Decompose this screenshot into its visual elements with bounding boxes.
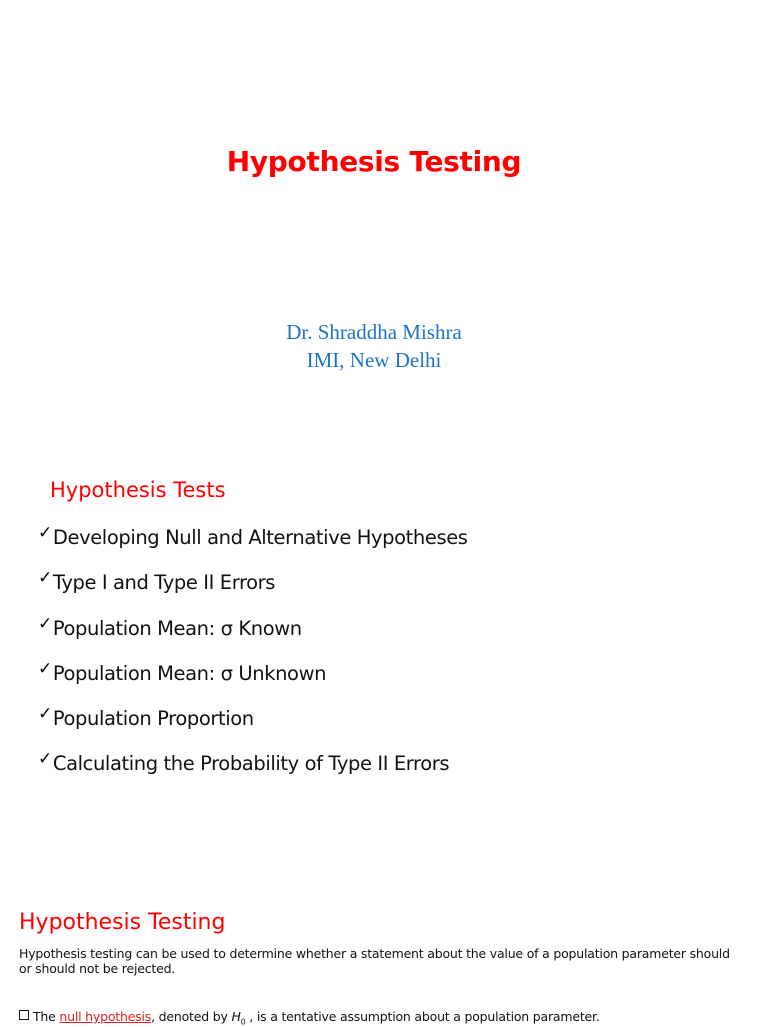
list-item-label: Population Mean: σ Known	[52, 616, 302, 640]
checkmark-icon: ✓	[38, 704, 52, 725]
checkmark-icon: ✓	[38, 523, 52, 543]
checkmark-icon: ✓	[38, 568, 52, 589]
bullet-mid: , denoted by	[151, 1009, 232, 1024]
bullet-prefix: The	[33, 1009, 60, 1024]
checkmark-icon: ✓	[38, 658, 52, 679]
hypothesis-symbol: H	[231, 1009, 241, 1024]
list-item	[38, 749, 468, 797]
list-item	[38, 658, 468, 707]
presentation-title: Hypothesis Testing	[226, 145, 522, 178]
checkmark-icon: ✓	[38, 613, 52, 634]
list-item-label: Calculating the Probability of Type II Errors	[52, 752, 450, 776]
topic-list	[38, 523, 468, 798]
slide-title: Hypothesis Tests	[50, 478, 226, 502]
checkbox-bullet-icon	[19, 1010, 29, 1020]
hypothesis-subscript: 0	[240, 1017, 246, 1027]
content-slide	[0, 860, 768, 1027]
agenda-slide	[0, 440, 768, 860]
slide-title: Hypothesis Testing	[19, 910, 226, 935]
list-item-label: Type I and Type II Errors	[52, 571, 276, 595]
null-hypothesis-link[interactable]: null hypothesis	[59, 1009, 152, 1024]
list-item	[38, 523, 468, 571]
list-item	[38, 704, 468, 752]
bullet-suffix: , is a tentative assumption about a population parameter.	[245, 1009, 600, 1024]
list-item-label: Developing Null and Alternative Hypotheses	[52, 526, 468, 549]
author-block	[0, 318, 748, 374]
author-name: Dr. Shraddha Mishra	[286, 320, 462, 344]
checkmark-icon: ✓	[38, 749, 52, 770]
author-institution: IMI, New Delhi	[306, 348, 442, 372]
title-slide	[0, 0, 768, 440]
list-item-label: Population Proportion	[52, 707, 254, 731]
list-item-label: Population Mean: σ Unknown	[52, 661, 327, 685]
list-item	[38, 568, 468, 616]
intro-paragraph: Hypothesis testing can be used to determine whether a statement about the value of a population parameter should or should not be rejected.	[19, 946, 730, 976]
list-item	[38, 613, 468, 662]
